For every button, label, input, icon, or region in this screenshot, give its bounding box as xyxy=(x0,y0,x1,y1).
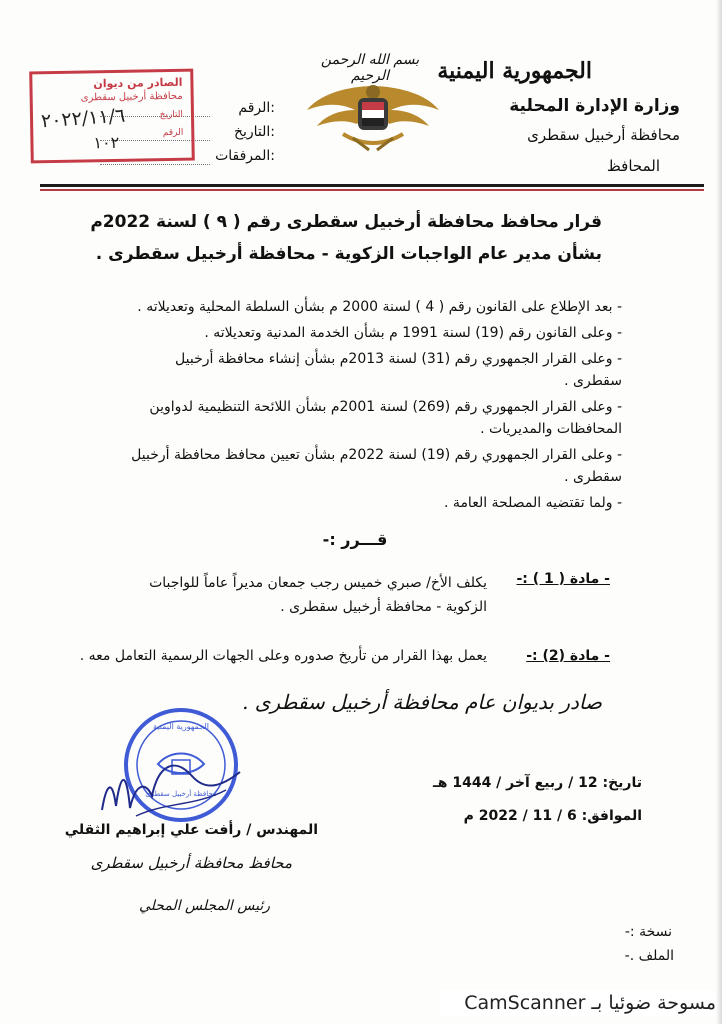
decision-subject: بشأن مدير عام الواجبات الزكوية - محافظة أرخبيل سقطرى . xyxy=(95,244,602,264)
ref-label: :الرقم xyxy=(238,100,275,116)
header-rule-red xyxy=(40,189,704,191)
preamble-item: - وعلى القرار الجمهوري رقم (31) لسنة 2013م بشأن إنشاء محافظة أرخبيل سقطرى . xyxy=(175,351,622,389)
decision-title: قرار محافظ محافظة أرخبيل سقطرى رقم ( ٩ ) لسنة 2022م xyxy=(90,212,602,232)
signatory-title-council: رئيس المجلس المحلي xyxy=(139,898,270,914)
header-ministry: وزارة الإدارة المحلية xyxy=(509,96,680,116)
blue-stamp-mid-text: محافظة أرخبيل سقطرى xyxy=(145,790,217,798)
yemen-emblem-icon xyxy=(303,76,443,152)
preamble-item: - بعد الإطلاع على القانون رقم ( 4 ) لسنة 2000 م بشأن السلطة المحلية وتعديلاته . xyxy=(137,299,622,315)
header-governorate: محافظة أرخبيل سقطرى xyxy=(527,126,680,144)
basmala: بسم الله الرحمن الرحيم xyxy=(320,52,420,84)
blue-stamp-top-text: الجمهورية اليمنية xyxy=(152,722,209,731)
copy-label: نسخة :- xyxy=(624,924,672,940)
attachments-label: :المرفقات xyxy=(215,148,275,164)
red-stamp-line2: محافظة أرخبيل سقطرى xyxy=(80,90,183,104)
article-1-text: يكلف الأخ/ صبري خميس رجب جمعان مديراً عاماً للواجبات الزكوية - محافظة أرخبيل سقطرى . xyxy=(149,575,487,615)
gregorian-date: الموافق: 6 / 11 / 2022 م xyxy=(463,808,642,824)
header-republic: الجمهورية اليمنية xyxy=(437,58,592,84)
scanner-watermark: مسوحة ضوئيا بـ CamScanner xyxy=(440,990,722,1016)
hijri-date: تاريخ: 12 / ربيع آخر / 1444 هـ xyxy=(432,775,642,791)
file-label: الملف .- xyxy=(624,948,674,964)
red-stamp-handwritten-date: ٢٠٢٢/١١/٦ xyxy=(40,104,126,133)
red-stamp-line3: التاريخ xyxy=(159,109,184,121)
red-outgoing-stamp xyxy=(29,69,195,164)
red-stamp-line4: الرقم xyxy=(162,127,184,139)
article-1-label: - مادة ( 1 ) :- xyxy=(516,571,610,587)
header-office: المحافظ xyxy=(606,157,660,175)
signatory-name: المهندس / رأفت علي إبراهيم الثقلي xyxy=(64,822,318,838)
date-label: :التاريخ xyxy=(233,124,275,140)
signature-icon xyxy=(96,746,246,826)
red-stamp-handwritten-number: ١٠٢ xyxy=(93,132,120,153)
page-edge-shadow xyxy=(716,0,722,1024)
issued-at: صادر بديوان عام محافظة أرخبيل سقطرى . xyxy=(242,690,602,714)
red-stamp-line1: الصادر من ديوان xyxy=(93,75,183,91)
preamble-item: - وعلى القرار الجمهوري رقم (19) لسنة 2022م بشأن تعيين محافظ محافظة أرخبيل سقطرى . xyxy=(131,447,622,485)
preamble-item: - وعلى القرار الجمهوري رقم (269) لسنة 2001م بشأن اللائحة التنظيمية لدواوين المحافظات والمديريات . xyxy=(149,399,622,437)
header-rule-dark xyxy=(40,184,704,187)
article-2-label: - مادة (2) :- xyxy=(526,648,610,664)
signatory-title-governor: محافظ محافظة أرخبيل سقطرى xyxy=(90,854,292,872)
preamble-list xyxy=(122,296,622,518)
attachments-line xyxy=(100,164,210,165)
preamble-item: - وعلى القانون رقم (19) لسنة 1991 م بشأن الخدمة المدنية وتعديلاته . xyxy=(204,325,622,341)
preamble-item: - ولما تقتضيه المصلحة العامة . xyxy=(444,495,622,511)
article-2-text: يعمل بهذا القرار من تأريخ صدوره وعلى الجهات الرسمية التعامل معه . xyxy=(79,648,487,664)
decision-heading: قـــرر :- xyxy=(322,530,388,549)
